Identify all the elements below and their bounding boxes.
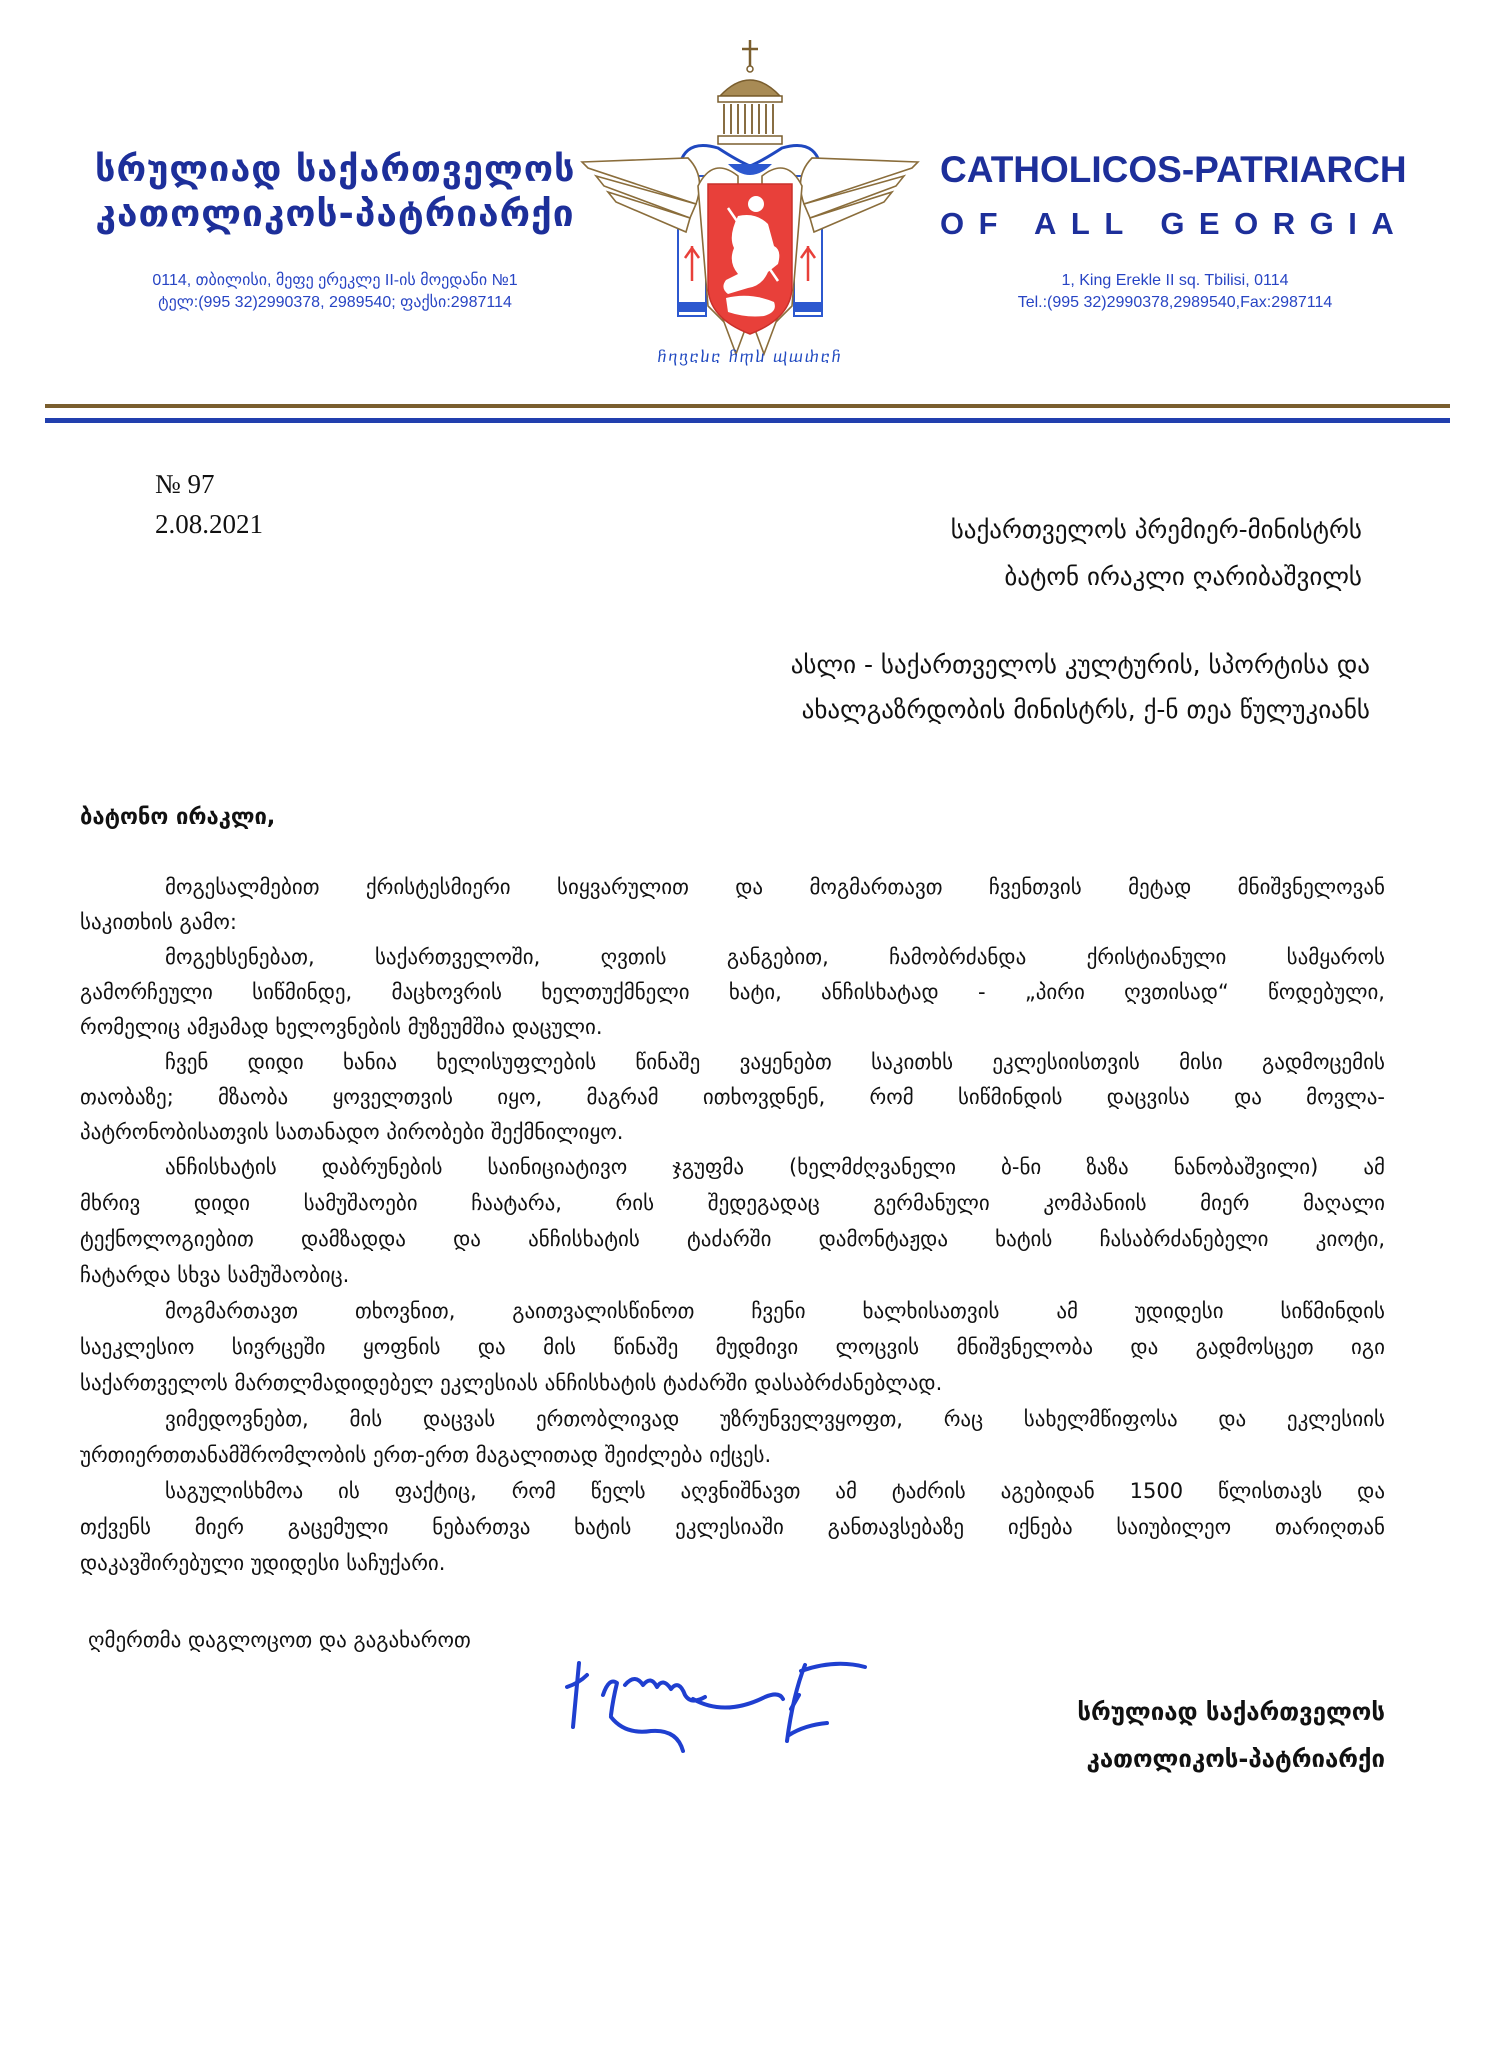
en-title-line1: CATHOLICOS-PATRIARCH xyxy=(940,149,1407,190)
copy-to-line2: ახალგაზრდობის მინისტრს, ქ-ნ თეა წულუკიანს xyxy=(801,695,1370,724)
body-line: თაობაზე; მზაობა ყოველთვის იყო, მაგრამ ითხოვდნენ, რომ სიწმინდის დაცვისა და მოვლა- xyxy=(80,1085,1385,1109)
letterhead-divider-blue xyxy=(45,418,1450,423)
body-line: საქართველოს მართლმადიდებელ ეკლესიას ანჩისხატის ტაძარში დასაბრძანებლად. xyxy=(80,1371,943,1395)
signature-icon xyxy=(565,1655,895,1755)
signer-title-line2: კათოლიკოს-პატრიარქი xyxy=(1086,1745,1385,1773)
letterhead-en-address xyxy=(940,270,1410,314)
recipient-line1: საქართველოს პრემიერ-მინისტრს xyxy=(950,515,1362,544)
body-line: მხრივ დიდი სამუშაოები ჩაატარა, რის შედეგადაც გერმანული კომპანიის მიერ მაღალი xyxy=(80,1191,1385,1215)
letterhead-divider-brown xyxy=(45,404,1450,408)
body-line: პატრონობისათვის სათანადო პირობები შექმნილიყო. xyxy=(80,1120,624,1144)
body-line: ჩატარდა სხვა სამუშაობიც. xyxy=(80,1263,350,1287)
recipient-line2: ბატონ ირაკლი ღარიბაშვილს xyxy=(1004,562,1362,591)
closing-blessing: ღმერთმა დაგლოცოთ და გაგახაროთ xyxy=(88,1628,471,1652)
en-address-line2: Tel.:(995 32)2990378,2989540,Fax:2987114 xyxy=(1017,294,1333,311)
body-line: ტექნოლოგიებით დამზადდა და ანჩისხატის ტაძარში დამონტაჟდა ხატის ჩასაბრძანებელი კიოტი, xyxy=(80,1227,1385,1251)
handwritten-signature xyxy=(565,1655,895,1755)
body-line: ჩვენ დიდი ხანია ხელისუფლების წინაშე ვაყენებთ საკითხს ეკლესიისთვის მისი გადმოცემის xyxy=(165,1050,1385,1074)
body-line: საგულისხმოა ის ფაქტიც, რომ წელს აღვნიშნავთ ამ ტაძრის აგებიდან 1500 წლისთავს და xyxy=(165,1479,1385,1503)
body-line: საეკლესიო სივრცეში ყოფნის და მის წინაშე მუდმივი ლოცვის მნიშვნელობა და გადმოსცეთ იგი xyxy=(80,1335,1385,1359)
body-line: ანჩისხატის დაბრუნების საინიციატივო ჯგუფმა (ხელმძღვანელი ბ-ნი ზაზა ნანობაშვილი) ამ xyxy=(165,1155,1385,1179)
body-line: თქვენს მიერ გაცემული ნებართვა ხატის ეკლესიაში განთავსებაზე იქნება საიუბილეო თარიღთან xyxy=(80,1515,1385,1539)
copy-to-line1: ასლი - საქართველოს კულტურის, სპორტისა და xyxy=(790,650,1370,679)
letterhead-ka-address xyxy=(95,270,575,314)
ka-address-line1: 0114, თბილისი, მეფე ერეკლე II-ის მოედანი №1 xyxy=(152,272,518,289)
coat-of-arms-icon xyxy=(578,36,922,386)
body-line: დაკავშირებული უდიდესი საჩუქარი. xyxy=(80,1551,446,1575)
body-line: მოგესალმებით ქრისტესმიერი სიყვარულით და მოგმართავთ ჩვენთვის მეტად მნიშვნელოვან xyxy=(165,875,1385,899)
en-title-line2: OF ALL GEORGIA xyxy=(940,206,1409,241)
signer-title-line1: სრულიად საქართველოს xyxy=(1077,1698,1385,1726)
ka-title-line2: კათოლიკოს-პატრიარქი xyxy=(95,192,575,235)
body-line: რომელიც ამჟამად ხელოვნების მუზეუმშია დაცული. xyxy=(80,1015,603,1039)
letter-date: 2.08.2021 xyxy=(155,509,263,539)
body-line: ურთიერთთანამშრომლობის ერთ-ერთ მაგალითად შეიძლება იქცეს. xyxy=(80,1443,772,1467)
body-line: ვიმედოვნებთ, მის დაცვას ერთობლივად უზრუნველვყოფთ, რაც სახელმწიფოსა და ეკლესიის xyxy=(165,1407,1385,1431)
body-line: გამორჩეული სიწმინდე, მაცხოვრის ხელთუქმნელი ხატი, ანჩისხატად - „პირი ღვთისად“ წოდებული, xyxy=(80,980,1385,1004)
patriarchate-coat-of-arms-logo xyxy=(578,36,922,386)
logo-motto: ⴌⴄⴂⴀⴑⴀ ⴌⴅⴑ ⴓⴍⴐⴀⴌ xyxy=(657,348,843,366)
letter-number: № 97 xyxy=(155,469,215,499)
letterhead-en-title xyxy=(940,143,1410,251)
salutation: ბატონო ირაკლი, xyxy=(80,805,276,830)
en-address-line1: 1, King Erekle II sq. Tbilisi, 0114 xyxy=(1061,272,1289,289)
body-line: მოგეხსენებათ, საქართველოში, ღვთის განგებით, ჩამობრძანდა ქრისტიანული სამყაროს xyxy=(165,945,1385,969)
ka-address-line2: ტელ:(995 32)2990378, 2989540; ფაქსი:2987114 xyxy=(158,294,512,311)
body-line: საკითხის გამო: xyxy=(80,910,237,934)
ka-title-line1: სრულიად საქართველოს xyxy=(95,149,576,190)
body-line: მოგმართავთ თხოვნით, გაითვალისწინოთ ჩვენი ხალხისათვის ამ უდიდესი სიწმინდის xyxy=(165,1299,1385,1323)
letterhead-ka-title xyxy=(95,148,575,236)
